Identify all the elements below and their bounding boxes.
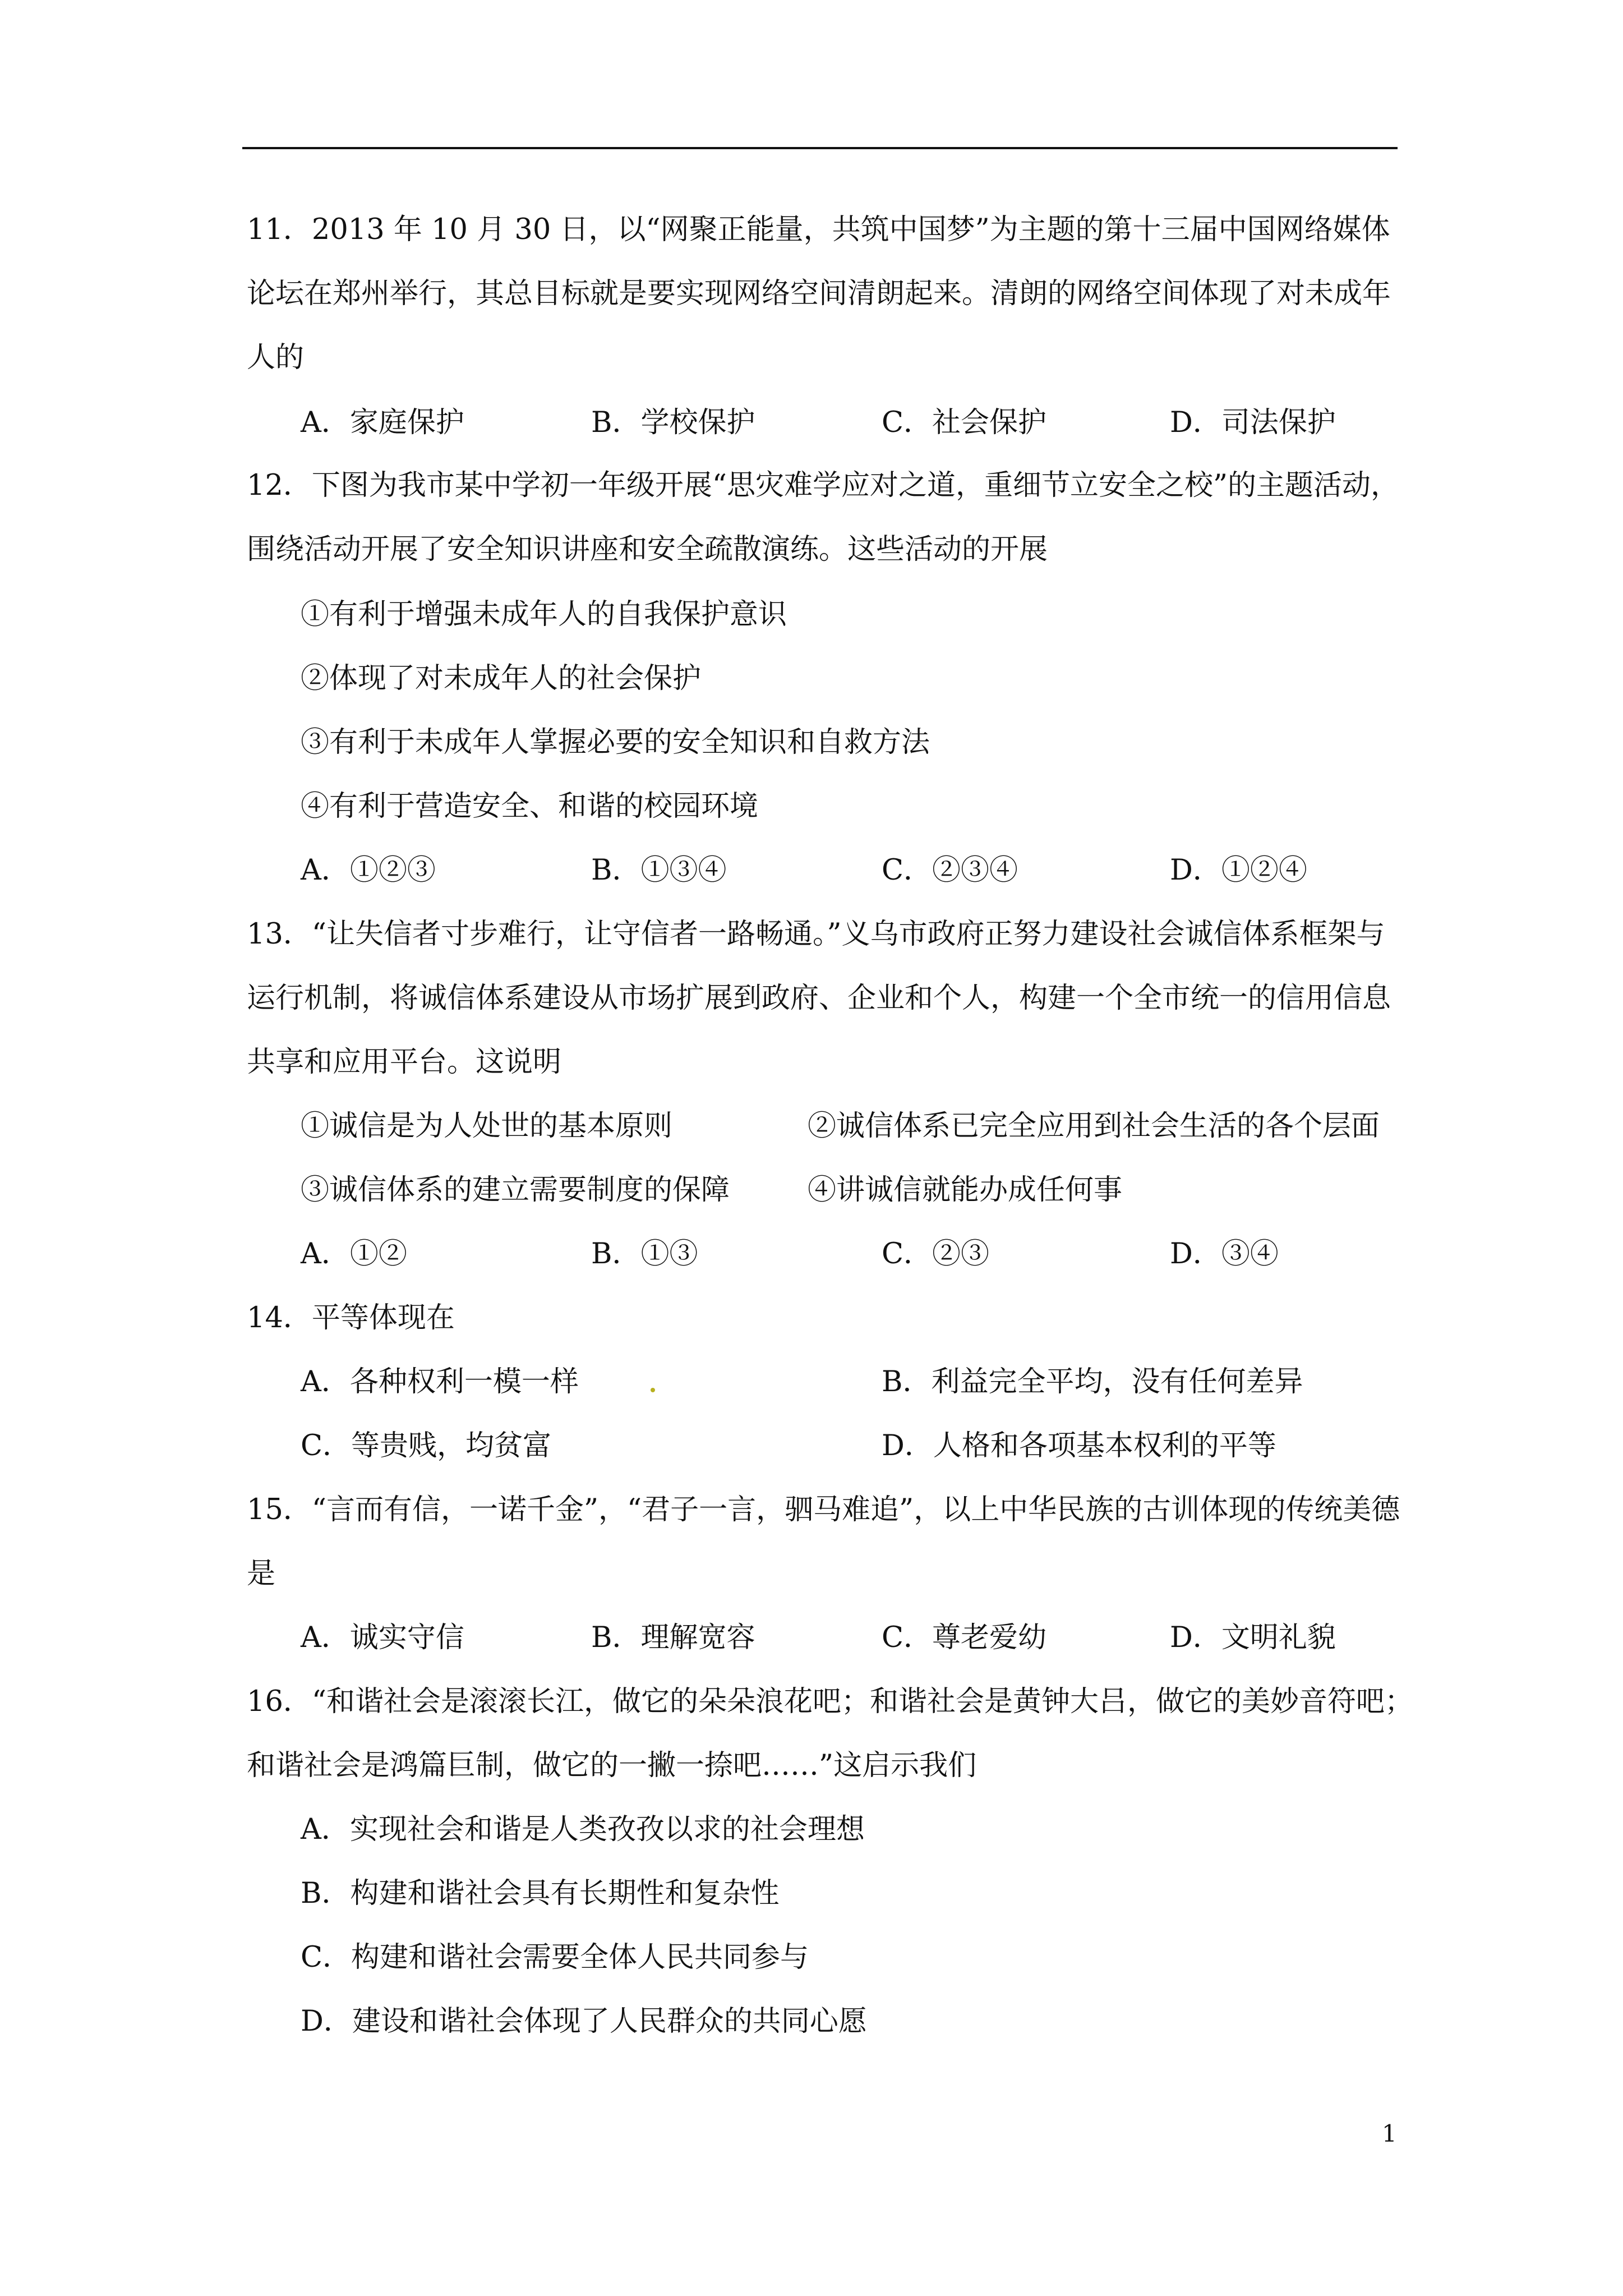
- q13-statement-1: ①诚信是为人处世的基本原则: [301, 1110, 673, 1143]
- q15-stem-line-2: 是: [247, 1557, 276, 1590]
- q16-stem-line-2: 和谐社会是鸿篇巨制，做它的一撇一捺吧……”这启示我们: [247, 1749, 977, 1782]
- q16-option-c: C．构建和谐社会需要全体人民共同参与: [301, 1941, 809, 1974]
- q11-stem-line-3: 人的: [247, 341, 305, 374]
- q12-statement-1: ①有利于增强未成年人的自我保护意识: [301, 598, 787, 631]
- q16-option-d: D．建设和谐社会体现了人民群众的共同心愿: [301, 2005, 867, 2038]
- q11-option-a: A．家庭保护: [301, 406, 464, 439]
- q12-option-b: B．①③④: [591, 854, 727, 887]
- q15-option-a: A．诚实守信: [301, 1621, 464, 1654]
- q13-stem-line-1: 13．“让失信者寸步难行，让守信者一路畅通。”义乌市政府正努力建设社会诚信体系框架与: [247, 918, 1385, 951]
- q15-option-c: C．尊老爱幼: [882, 1621, 1047, 1654]
- q12-stem-line-1: 12．下图为我市某中学初一年级开展“思灾难学应对之道，重细节立安全之校”的主题活动，: [247, 469, 1400, 502]
- q12-option-a: A．①②③: [301, 854, 436, 887]
- q11-option-b: B．学校保护: [591, 406, 755, 439]
- q13-option-c: C．②③: [882, 1237, 990, 1271]
- q16-option-a: A．实现社会和谐是人类孜孜以求的社会理想: [301, 1813, 865, 1846]
- q14-option-b: B．利益完全平均，没有任何差异: [882, 1365, 1303, 1398]
- q16-option-b: B．构建和谐社会具有长期性和复杂性: [301, 1877, 780, 1910]
- q13-option-a: A．①②: [301, 1237, 407, 1271]
- q13-statement-2: ②诚信体系已完全应用到社会生活的各个层面: [808, 1110, 1380, 1143]
- q12-statement-2: ②体现了对未成年人的社会保护: [301, 662, 702, 695]
- q15-option-b: B．理解宽容: [591, 1621, 755, 1654]
- q15-option-d: D．文明礼貌: [1170, 1621, 1336, 1654]
- q14-option-d: D．人格和各项基本权利的平等: [882, 1429, 1276, 1462]
- q12-statement-4: ④有利于营造安全、和谐的校园环境: [301, 790, 759, 823]
- q11-stem-line-2: 论坛在郑州举行，其总目标就是要实现网络空间清朗起来。清朗的网络空间体现了对未成年: [247, 277, 1391, 310]
- q12-option-d: D．①②④: [1170, 854, 1307, 887]
- q14-stem-line-1: 14．平等体现在: [247, 1301, 455, 1335]
- page-number: 1: [1382, 2120, 1397, 2147]
- q14-option-c: C．等贵贱，均贫富: [301, 1429, 552, 1462]
- q11-option-c: C．社会保护: [882, 406, 1047, 439]
- header-rule: [242, 147, 1398, 149]
- stray-dot-mark: [651, 1388, 655, 1392]
- q13-statement-3: ③诚信体系的建立需要制度的保障: [301, 1174, 730, 1207]
- q12-statement-3: ③有利于未成年人掌握必要的安全知识和自救方法: [301, 726, 930, 759]
- q13-option-b: B．①③: [591, 1237, 698, 1271]
- q16-stem-line-1: 16．“和谐社会是滚滚长江，做它的朵朵浪花吧；和谐社会是黄钟大吕，做它的美妙音符吧；: [247, 1685, 1413, 1718]
- q11-stem-line-1: 11．2013 年 10 月 30 日，以“网聚正能量，共筑中国梦”为主题的第十三届中国网络媒体: [247, 213, 1390, 246]
- q15-stem-line-1: 15．“言而有信，一诺千金”，“君子一言，驷马难追”，以上中华民族的古训体现的传统美德: [247, 1493, 1400, 1526]
- q11-option-d: D．司法保护: [1170, 406, 1336, 439]
- q14-option-a: A．各种权利一模一样: [301, 1365, 579, 1398]
- q13-stem-line-2: 运行机制，将诚信体系建设从市场扩展到政府、企业和个人，构建一个全市统一的信用信息: [247, 982, 1391, 1015]
- q12-stem-line-2: 围绕活动开展了安全知识讲座和安全疏散演练。这些活动的开展: [247, 533, 1048, 566]
- q13-statement-4: ④讲诚信就能办成任何事: [808, 1174, 1123, 1207]
- q13-stem-line-3: 共享和应用平台。这说明: [247, 1046, 562, 1079]
- q13-option-d: D．③④: [1170, 1237, 1279, 1271]
- q12-option-c: C．②③④: [882, 854, 1018, 887]
